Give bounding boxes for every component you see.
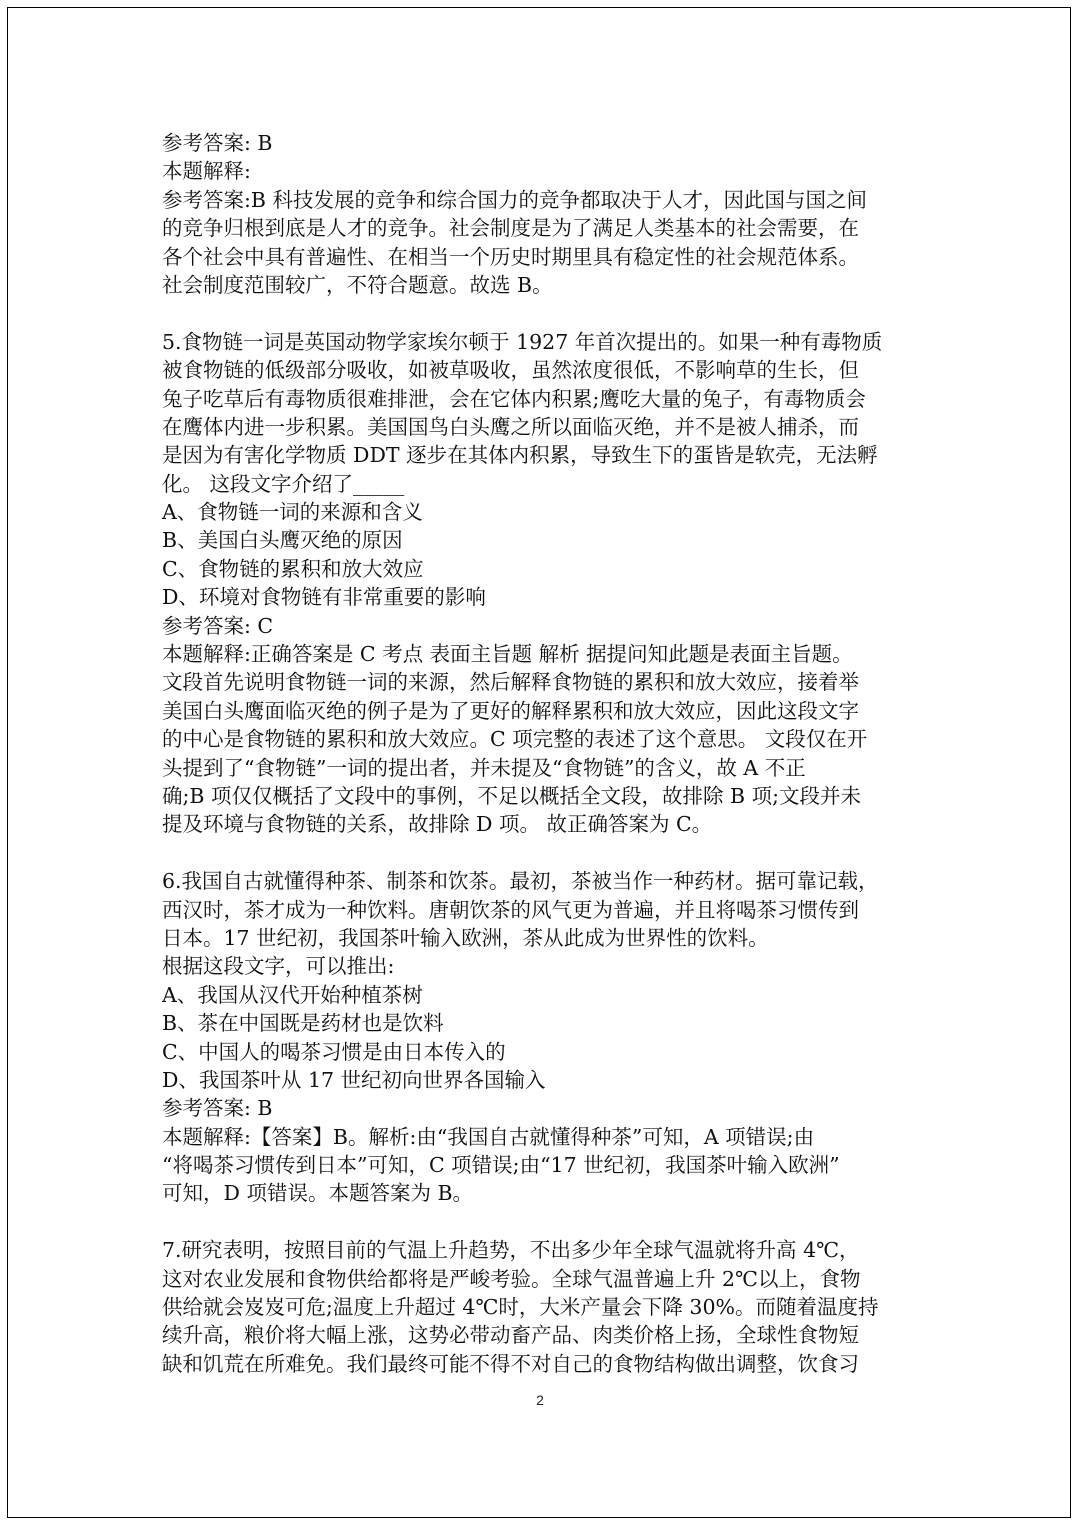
q6-stem-line: 6.我国自古就懂得种茶、制茶和饮茶。最初，茶被当作一种药材。据可靠记载， — [162, 869, 879, 894]
q5-explanation-line: 本题解释:正确答案是 C 考点 表面主旨题 解析 据提问知此题是表面主旨题。 — [162, 642, 853, 667]
q5-option-c: C、食物链的累积和放大效应 — [162, 556, 424, 581]
q5-stem-line: 被食物链的低级部分吸收，如被草吸收，虽然浓度很低，不影响草的生长，但 — [162, 358, 859, 383]
q5-explanation-line: 文段首先说明食物链一词的来源，然后解释食物链的累积和放大效应，接着举 — [162, 670, 859, 695]
q6-option-b: B、茶在中国既是药材也是饮料 — [162, 1011, 444, 1036]
q6-stem-line: 日本。17 世纪初，我国茶叶输入欧洲，茶从此成为世界性的饮料。 — [162, 925, 769, 950]
q5-option-d: D、环境对食物链有非常重要的影响 — [162, 585, 486, 610]
q5-explanation-line: 确;B 项仅仅概括了文段中的事例，不足以概括全文段，故排除 B 项;文段并未 — [162, 783, 861, 808]
q6-stem-line: 西汉时，茶才成为一种饮料。唐朝饮茶的风气更为普遍，并且将喝茶习惯传到 — [162, 897, 859, 922]
q5-option-b: B、美国白头鹰灭绝的原因 — [162, 528, 403, 553]
section-gap — [162, 1208, 922, 1236]
q5-explanation-line: 美国白头鹰面临灭绝的例子是为了更好的解释累积和放大效应，因此这段文字 — [162, 698, 859, 723]
q5-explanation-line: 提及环境与食物链的关系，故排除 D 项。 故正确答案为 C。 — [162, 812, 713, 837]
q7-stem-line: 缺和饥荒在所难免。我们最终可能不得不对自己的食物结构做出调整，饮食习 — [162, 1351, 859, 1376]
q4-explanation-line: 各个社会中具有普遍性、在相当一个历史时期里具有稳定性的社会规范体系。 — [162, 244, 859, 269]
q6-stem-line: 根据这段文字，可以推出: — [162, 954, 395, 979]
q4-explanation-line: 参考答案:B 科技发展的竞争和综合国力的竞争都取决于人才，因此国与国之间 — [162, 187, 867, 212]
q4-explanation-line: 的竞争归根到底是人才的竞争。社会制度是为了满足人类基本的社会需要，在 — [162, 216, 859, 241]
q5-stem-line: 是因为有害化学物质 DDT 逐步在其体内积累，导致生下的蛋皆是软壳，无法孵 — [162, 443, 878, 468]
q6-option-a: A、我国从汉代开始种植茶树 — [162, 982, 423, 1007]
q6-explanation-line: 本题解释:【答案】B。解析:由“我国自古就懂得种茶”可知，A 项错误;由 — [162, 1124, 815, 1149]
q5-explanation-line: 的中心是食物链的累积和放大效应。C 项完整的表述了这个意思。 文段仅在开 — [162, 727, 868, 752]
q7-stem-line: 供给就会岌岌可危;温度上升超过 4℃时，大米产量会下降 30%。而随着温度持 — [162, 1295, 879, 1320]
q6-option-c: C、中国人的喝茶习惯是由日本传入的 — [162, 1039, 506, 1064]
q6-option-d: D、我国茶叶从 17 世纪初向世界各国输入 — [162, 1067, 546, 1092]
q7-stem-line: 7.研究表明，按照目前的气温上升趋势，不出多少年全球气温就将升高 4℃， — [162, 1238, 860, 1263]
q4-answer: 参考答案: B — [162, 131, 273, 155]
q5-stem-line: 在鹰体内进一步积累。美国国鸟白头鹰之所以面临灭绝，并不是被人捕杀，而 — [162, 414, 859, 439]
q5-explanation-line: 头提到了“食物链”一词的提出者，并未提及“食物链”的含义，故 A 不正 — [162, 755, 806, 780]
q5-stem-line: 兔子吃草后有毒物质很难排泄，会在它体内积累;鹰吃大量的兔子，有毒物质会 — [162, 386, 866, 411]
q5-answer: 参考答案: C — [162, 613, 274, 638]
q4-explain-label: 本题解释: — [162, 159, 251, 184]
q7-stem-line: 这对农业发展和食物供给都将是严峻考验。全球气温普遍上升 2℃以上，食物 — [162, 1266, 861, 1291]
q7-stem-line: 续升高，粮价将大幅上涨，这势必带动畜产品、肉类价格上扬，全球性食物短 — [162, 1323, 859, 1348]
q6-explanation-line: “将喝茶习惯传到日本”可知，C 项错误;由“17 世纪初，我国茶叶输入欧洲” — [162, 1153, 840, 1178]
section-gap — [162, 839, 922, 867]
q5-stem-line: 5.食物链一词是英国动物学家埃尔顿于 1927 年首次提出的。如果一种有毒物质 — [162, 329, 883, 354]
q5-stem-line: 化。 这段文字介绍了_____ — [162, 471, 405, 496]
q6-answer: 参考答案: B — [162, 1096, 273, 1121]
page-number: 2 — [536, 1392, 544, 1408]
q6-explanation-line: 可知，D 项错误。本题答案为 B。 — [162, 1181, 474, 1206]
section-gap — [162, 299, 922, 327]
q5-option-a: A、食物链一词的来源和含义 — [162, 500, 423, 525]
q4-explanation-line: 社会制度范围较广，不符合题意。故选 B。 — [162, 272, 553, 297]
document-body — [162, 129, 922, 1378]
